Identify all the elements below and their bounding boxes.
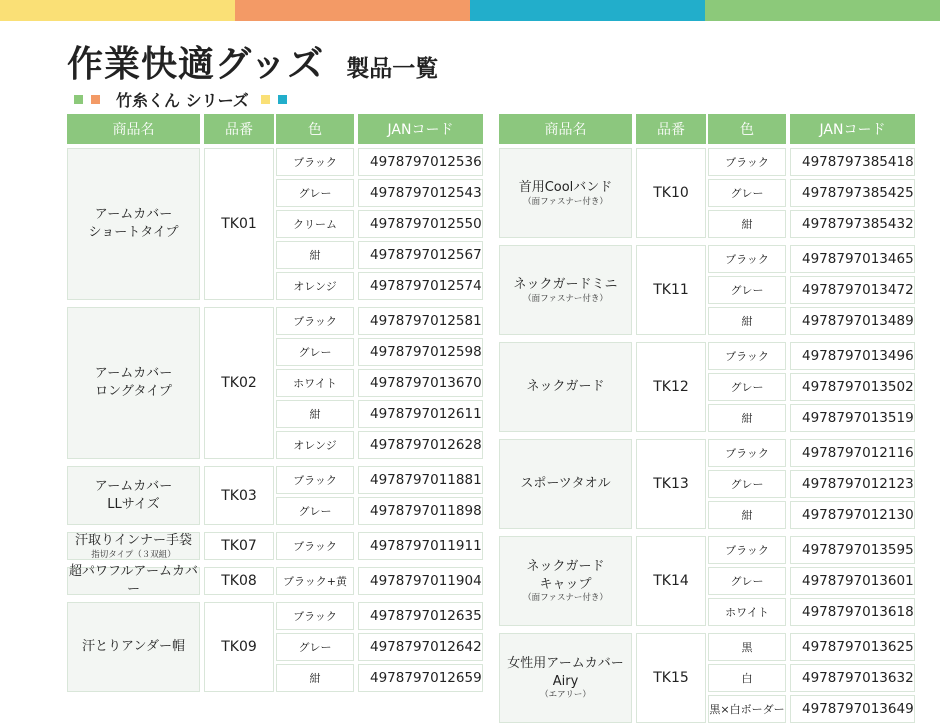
header-product-name: 商品名 [67,114,200,144]
product-name-line: アームカバー [94,478,173,494]
color-cell: グレー [276,338,354,366]
jan-code-cell: 4978797012567 [358,241,483,269]
color-cell: 紺 [276,664,354,692]
product-code: TK15 [636,633,706,723]
product-note: （面ファスナー付き） [523,293,608,304]
product-name-cell [499,439,632,529]
jan-code-cell: 4978797385425 [790,179,915,207]
color-cell: ブラック [276,466,354,494]
jan-code-cell: 4978797013519 [790,404,915,432]
series-name: 竹糸くん シリーズ [116,91,249,110]
product-code: TK14 [636,536,706,626]
color-cell: グレー [276,633,354,661]
header-jan: JANコード [358,114,483,144]
series-square-blue [278,95,287,104]
product-code: TK07 [204,532,274,560]
product-name-line: キャップ [539,576,592,592]
jan-code-cell: 4978797012659 [358,664,483,692]
jan-code-cell: 4978797385432 [790,210,915,238]
product-name-cell [67,307,200,459]
product-code: TK01 [204,148,274,300]
color-cell: ホワイト [276,369,354,397]
color-cell: ホワイト [708,598,786,626]
color-cell: グレー [708,179,786,207]
product-name-cell [499,245,632,335]
product-name-line: ネックガード [526,379,605,395]
color-cell: ブラック [708,342,786,370]
header-product-name: 商品名 [499,114,632,144]
header-code: 品番 [204,114,274,144]
jan-code-cell: 4978797013618 [790,598,915,626]
color-cell: ブラック [708,245,786,273]
product-code: TK11 [636,245,706,335]
jan-code-cell: 4978797012116 [790,439,915,467]
color-cell: 紺 [276,241,354,269]
title-sub: 製品一覧 [346,56,439,82]
jan-code-cell: 4978797013601 [790,567,915,595]
jan-code-cell: 4978797013632 [790,664,915,692]
color-cell: グレー [708,276,786,304]
product-name-line: 超パワフルアームカバー [68,564,199,597]
product-name-line: ショートタイプ [88,225,179,240]
product-name-line: 女性用アームカバー [507,656,624,672]
series-label [74,88,295,111]
product-name-line: 汗取りインナー手袋 [74,533,192,549]
jan-code-cell: 4978797012536 [358,148,483,176]
header-color: 色 [708,114,786,144]
top-bar-green [705,0,940,21]
color-cell: ブラック [708,148,786,176]
page-title [67,36,438,87]
jan-code-cell: 4978797013465 [790,245,915,273]
jan-code-cell: 4978797013595 [790,536,915,564]
product-code: TK13 [636,439,706,529]
product-name-cell [499,342,632,432]
product-name-cell [499,148,632,238]
product-code: TK08 [204,567,274,595]
jan-code-cell: 4978797012611 [358,400,483,428]
color-cell: ブラック [276,602,354,630]
product-name-line: アームカバー [94,207,173,223]
top-bar-blue [470,0,705,21]
color-cell: グレー [708,470,786,498]
color-cell: 白 [708,664,786,692]
top-bar-yellow [0,0,235,21]
product-name-cell [499,536,632,626]
product-code: TK02 [204,307,274,459]
color-cell: グレー [708,567,786,595]
color-cell: 紺 [708,404,786,432]
top-bar-orange [235,0,470,21]
jan-code-cell: 4978797013496 [790,342,915,370]
product-code: TK03 [204,466,274,525]
jan-code-cell: 4978797385418 [790,148,915,176]
color-cell: ブラック [276,148,354,176]
product-name-line: アームカバー [94,366,173,382]
jan-code-cell: 4978797012581 [358,307,483,335]
product-note: 指切タイプ（３双組） [91,549,176,560]
product-name-cell [67,564,200,597]
header-color: 色 [276,114,354,144]
color-cell: ブラック [276,307,354,335]
product-name-cell [67,532,200,560]
product-name-line: ネックガードミニ [513,277,618,293]
color-cell: グレー [276,179,354,207]
product-name-line: ロングタイプ [95,384,172,399]
jan-code-cell: 4978797013502 [790,373,915,401]
series-square-orange [91,95,100,104]
series-square-green [74,95,83,104]
jan-code-cell: 4978797012123 [790,470,915,498]
product-note: （面ファスナー付き） [523,593,608,604]
color-cell: 紺 [708,501,786,529]
jan-code-cell: 4978797012642 [358,633,483,661]
jan-code-cell: 4978797011911 [358,532,483,560]
color-cell: ブラック [708,439,786,467]
product-name-line: ネックガード [526,559,605,575]
jan-code-cell: 4978797012550 [358,210,483,238]
color-cell: グレー [708,373,786,401]
jan-code-cell: 4978797013489 [790,307,915,335]
color-cell: 紺 [708,210,786,238]
product-note: （エアリー） [540,690,591,701]
jan-code-cell: 4978797013649 [790,695,915,723]
color-cell: グレー [276,497,354,525]
product-name-cell [67,466,200,525]
color-cell: オレンジ [276,431,354,459]
header-code: 品番 [636,114,706,144]
jan-code-cell: 4978797012635 [358,602,483,630]
top-color-bar [0,0,940,21]
product-code: TK09 [204,602,274,692]
color-cell: ブラック [276,532,354,560]
product-note: （面ファスナー付き） [523,196,608,207]
product-code: TK10 [636,148,706,238]
product-name-line: 汗とりアンダー帽 [82,639,185,655]
color-cell: 黒 [708,633,786,661]
jan-code-cell: 4978797012598 [358,338,483,366]
jan-code-cell: 4978797012543 [358,179,483,207]
color-cell: ブラック+黄 [276,567,354,595]
product-name-line: LLサイズ [107,496,160,512]
product-name-cell [67,148,200,300]
jan-code-cell: 4978797013625 [790,633,915,661]
jan-code-cell: 4978797012628 [358,431,483,459]
jan-code-cell: 4978797013670 [358,369,483,397]
title-main: 作業快適グッズ [67,44,325,85]
product-name-line: スポーツタオル [520,476,611,492]
product-name-cell [67,602,200,692]
color-cell: 紺 [276,400,354,428]
color-cell: 黒×白ボーダー [708,695,786,723]
jan-code-cell: 4978797011904 [358,567,483,595]
jan-code-cell: 4978797012574 [358,272,483,300]
jan-code-cell: 4978797011881 [358,466,483,494]
product-name-line: Airy [552,673,579,689]
jan-code-cell: 4978797013472 [790,276,915,304]
product-name-line: 首用Coolバンド [518,180,613,196]
jan-code-cell: 4978797012130 [790,501,915,529]
product-code: TK12 [636,342,706,432]
jan-code-cell: 4978797011898 [358,497,483,525]
color-cell: ブラック [708,536,786,564]
color-cell: クリーム [276,210,354,238]
color-cell: 紺 [708,307,786,335]
header-jan: JANコード [790,114,915,144]
series-square-yellow [261,95,270,104]
color-cell: オレンジ [276,272,354,300]
